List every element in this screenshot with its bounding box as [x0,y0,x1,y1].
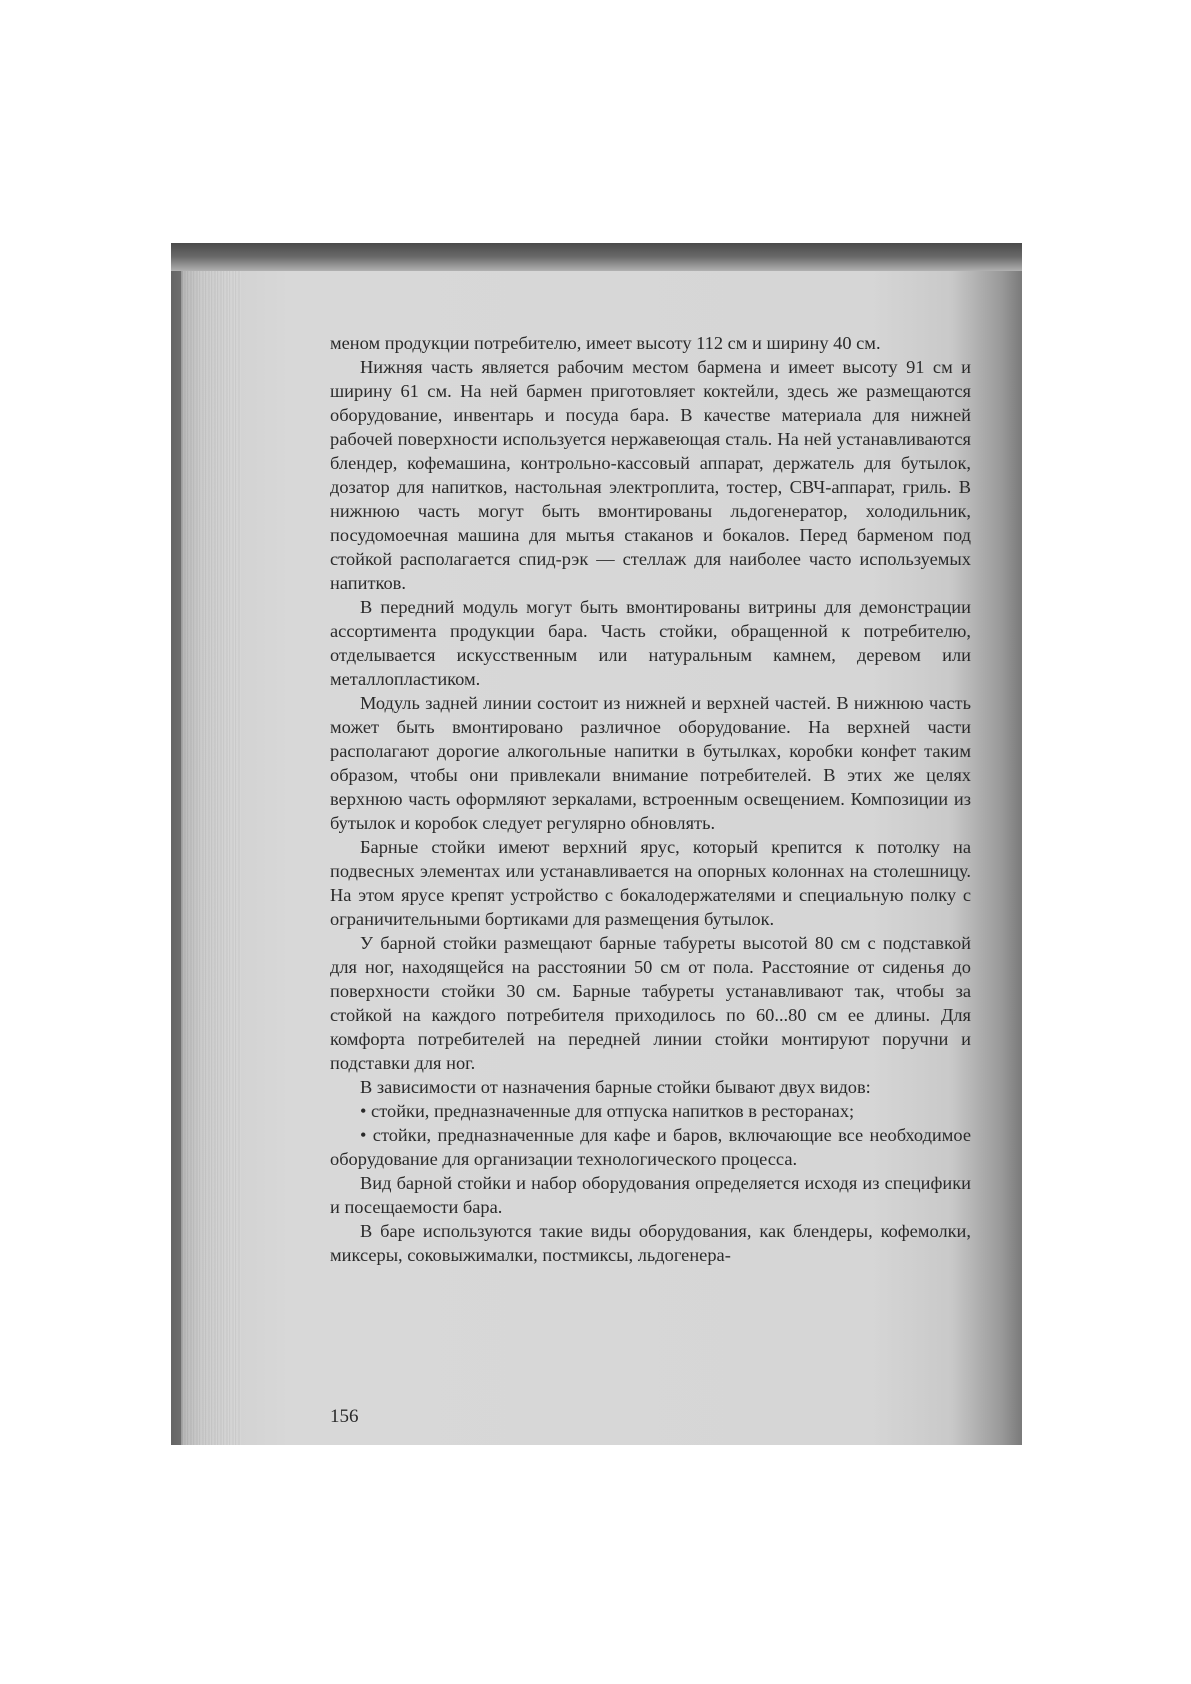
paragraph-back-line-module: Модуль задней линии состоит из нижней и верхней частей. В нижнюю часть может быть вмонтировано различное оборудование. На верхней части располагают дорогие алкогольные напитки в бутылках, коробки конфет таким образом, чтобы они привлекали внимание потребителей. В этих же целях верхнюю часть оформляют зеркалами, встроенным освещением. Композиции из бутылок и коробок следует регулярно обновлять. [330,693,971,833]
scan-top-edge [171,243,1022,271]
page-number: 156 [330,1406,359,1427]
paragraph-continuation: меном продукции потребителю, имеет высоту 112 см и ширину 40 см. [330,333,881,353]
paragraph-counter-selection: Вид барной стойки и набор оборудования определяется исходя из специфики и посещаемости бара. [330,1173,971,1217]
list-item-restaurant-counters: • стойки, предназначенные для отпуска напитков в ресторанах; [360,1101,855,1121]
scanned-page [171,243,1022,1445]
paragraph-equipment: В баре используются такие виды оборудования, как блендеры, кофемолки, миксеры, соковыжималки, постмиксы, льдогенера- [330,1221,971,1265]
paragraph-counter-types-intro: В зависимости от назначения барные стойки бывают двух видов: [360,1077,871,1097]
body-text [330,331,971,1267]
paragraph-upper-tier: Барные стойки имеют верхний ярус, который крепится к потолку на подвесных элементах или устанавливается на опорных колоннах на столешницу. На этом ярусе крепят устройство с бокалодержателями и специальную полку с ограничительными бортиками для размещения бутылок. [330,837,971,929]
paragraph-front-module: В передний модуль могут быть вмонтированы витрины для демонстрации ассортимента продукции бара. Часть стойки, обращенной к потребителю, отделывается искусственным или натуральным камнем, деревом или металлопластиком. [330,597,971,689]
book-page-edges [181,271,241,1445]
paragraph-bar-stools: У барной стойки размещают барные табуреты высотой 80 см с подставкой для ног, находящейся на расстоянии 50 см от пола. Расстояние от сиденья до поверхности стойки 30 см. Барные табуреты устанавливают так, чтобы за стойкой на каждого потребителя приходилось по 60...80 см ее длины. Для комфорта потребителей на передней линии стойки монтируют поручни и подставки для ног. [330,933,971,1073]
list-item-cafe-bar-counters: • стойки, предназначенные для кафе и баров, включающие все необходимое оборудование для организации технологического процесса. [330,1125,971,1169]
paragraph-lower-part: Нижняя часть является рабочим местом бармена и имеет высоту 91 см и ширину 61 см. На ней бармен приготовляет коктейли, здесь же размещаются оборудование, инвентарь и посуда бара. В качестве материала для нижней рабочей поверхности используется нержавеющая сталь. На ней устанавливаются блендер, кофемашина, контрольно-кассовый аппарат, держатель для бутылок, дозатор для напитков, настольная электроплита, тостер, СВЧ-аппарат, гриль. В нижнюю часть могут быть вмонтированы льдогенератор, холодильник, посудомоечная машина для мытья стаканов и бокалов. Перед барменом под стойкой располагается спид-рэк — стеллаж для наиболее часто используемых напитков. [330,357,971,593]
